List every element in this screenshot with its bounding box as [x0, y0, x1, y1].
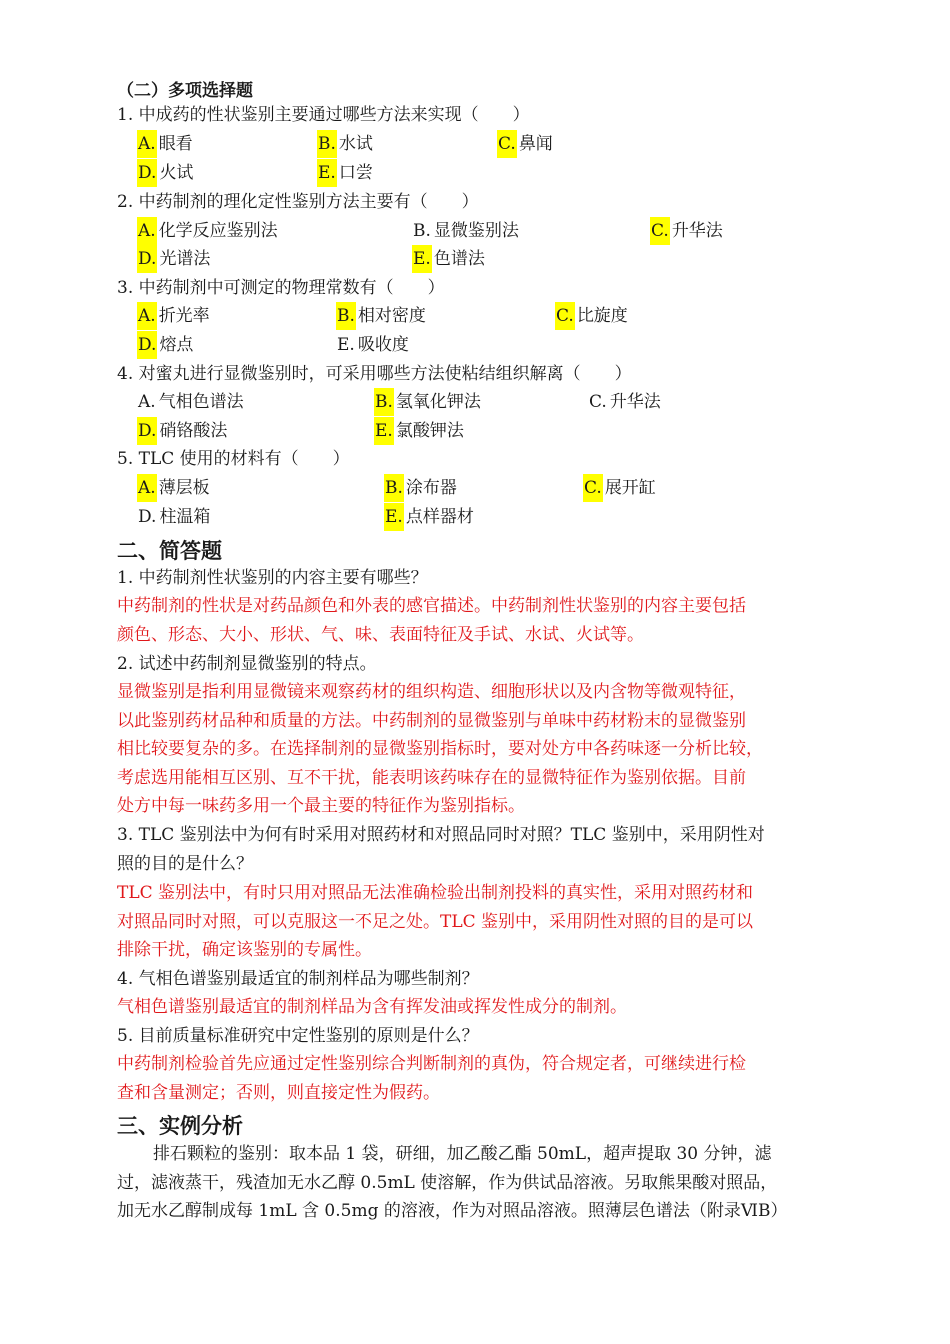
- q5-option-e: E. 点样器材: [384, 503, 474, 531]
- q2-option-e: E. 色谱法: [412, 245, 485, 273]
- short-question-3: 3. TLC 鉴别法中为何有时采用对照药材和对照品同时对照？TLC 鉴别中，采用阴性对 照的目的是什么？: [117, 825, 765, 874]
- short-answer-5: 中药制剂检验首先应通过定性鉴别综合判断制剂的真伪，符合规定者，可继续进行检 查和含量测定；否则，则直接定性为假药。: [117, 1054, 746, 1103]
- q2-option-c: C. 升华法: [650, 217, 723, 245]
- section-short-answer-title: 二、简答题: [117, 539, 222, 563]
- short-question-2: 2. 试述中药制剂显微鉴别的特点。: [117, 654, 377, 674]
- question-2-stem: 2. 中药制剂的理化定性鉴别方法主要有（ ）: [117, 192, 479, 212]
- q3-option-c: C. 比旋度: [555, 302, 628, 330]
- short-answer-4: 气相色谱鉴别最适宜的制剂样品为含有挥发油或挥发性成分的制剂。: [117, 997, 627, 1017]
- short-answer-3: TLC 鉴别法中，有时只用对照品无法准确检验出制剂投料的真实性，采用对照药材和 对照品同时对照，可以克服这一不足之处。TLC 鉴别中，采用阴性对照的目的是可以 排除干扰，确定该鉴别的专属性。: [117, 883, 754, 961]
- question-5-stem: 5. TLC 使用的材料有（ ）: [117, 449, 350, 469]
- q3-option-a: A. 折光率: [137, 302, 210, 330]
- section-multiple-choice-title: （二）多项选择题: [117, 81, 253, 101]
- question-4-stem: 4. 对蜜丸进行显微鉴别时，可采用哪些方法使粘结组织解离（ ）: [117, 364, 632, 384]
- q1-option-a: A. 眼看: [137, 130, 193, 158]
- q1-option-b: B. 水试: [317, 130, 373, 158]
- q1-option-d: D. 火试: [137, 159, 193, 187]
- question-1-stem: 1. 中成药的性状鉴别主要通过哪些方法来实现（ ）: [117, 105, 530, 125]
- q5-option-b: B. 涂布器: [384, 474, 457, 502]
- q4-option-c: C. 升华法: [589, 392, 661, 412]
- q5-option-d: D. 柱温箱: [138, 507, 211, 527]
- short-question-5: 5. 目前质量标准研究中定性鉴别的原则是什么？: [117, 1026, 479, 1046]
- section-case-analysis-title: 三、实例分析: [117, 1114, 243, 1138]
- q2-option-d: D. 光谱法: [137, 245, 210, 273]
- q4-option-d: D. 硝铬酸法: [137, 417, 227, 445]
- q4-option-e: E. 氯酸钾法: [374, 417, 464, 445]
- q1-option-c: C. 鼻闻: [497, 130, 553, 158]
- q5-option-a: A. 薄层板: [137, 474, 210, 502]
- q1-option-e: E. 口尝: [317, 159, 373, 187]
- q3-option-b: B. 相对密度: [336, 302, 426, 330]
- q3-option-e: E. 吸收度: [337, 335, 409, 355]
- q5-option-c: C. 展开缸: [583, 474, 656, 502]
- question-3-stem: 3. 中药制剂中可测定的物理常数有（ ）: [117, 278, 445, 298]
- q4-option-a: A. 气相色谱法: [138, 392, 244, 412]
- short-answer-2: 显微鉴别是指利用显微镜来观察药材的组织构造、细胞形状以及内含物等微观特征， 以此鉴别药材品种和质量的方法。中药制剂的显微鉴别与单味中药材粉末的显微鉴别 相比较要复杂的多。在选择制剂的显微鉴别指标时，要对处方中各药味逐一分析比较， 考虑选用能相互区别、互不干扰，能表明该药味存在的显微特征作为鉴别依据。目前 处方中每一味药多用一个最主要的特征作为鉴别指标。: [117, 682, 763, 817]
- q4-option-b: B. 氢氧化钾法: [374, 388, 481, 416]
- short-question-1: 1. 中药制剂性状鉴别的内容主要有哪些？: [117, 568, 428, 588]
- case-analysis-text: 排石颗粒的鉴别：取本品 1 袋，研细，加乙酸乙酯 50mL，超声提取 30 分钟，滤 过，滤液蒸干，残渣加无水乙醇 0.5mL 使溶解，作为供试品溶液。另取熊果酸对照品， 加无水乙醇制成每 1mL 含 0.5mg 的溶液，作为对照品溶液。照薄层色谱法（附录ⅥB）: [117, 1144, 788, 1222]
- q2-option-b: B. 显微鉴别法: [413, 221, 519, 241]
- q2-option-a: A. 化学反应鉴别法: [137, 217, 278, 245]
- short-question-4: 4. 气相色谱鉴别最适宜的制剂样品为哪些制剂？: [117, 969, 479, 989]
- short-answer-1: 中药制剂的性状是对药品颜色和外表的感官描述。中药制剂性状鉴别的内容主要包括 颜色、形态、大小、形状、气、味、表面特征及手试、水试、火试等。: [117, 596, 746, 645]
- q3-option-d: D. 熔点: [137, 331, 193, 359]
